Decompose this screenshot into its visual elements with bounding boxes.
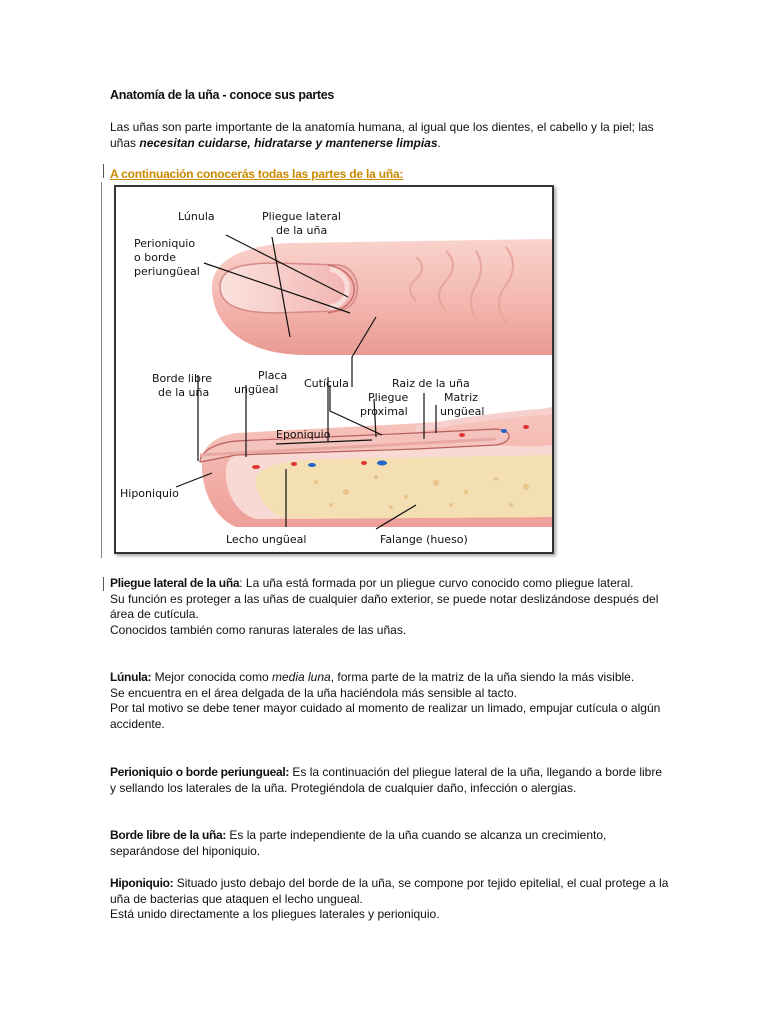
term-borde-libre: Borde libre de la uña: [110,828,227,842]
intro-emphasis: necesitan cuidarse, hidratarse y mantenerse limpias [139,136,438,150]
text-pliegue-lateral-3: Conocidos también como ranuras laterales de las uñas. [110,622,407,637]
nail-diagram-svg [116,187,552,552]
label-perioniquio-3: periungüeal [134,265,200,278]
label-matriz-2: ungüeal [440,405,485,418]
finger-cross-section [200,407,552,527]
section-perioniquio [110,765,670,796]
section-borde-libre [110,828,670,859]
label-lecho: Lecho ungüeal [226,533,307,546]
label-borde-libre-2: de la uña [158,386,210,399]
page-title: Anatomía de la uña - conoce sus partes [110,88,335,102]
text-perioniquio: Es la continuación del pliegue lateral de la uña, llegando a borde libre y sellando los laterales de la uña. Protegiéndola de cualquier daño, infección o alergias. [110,765,663,795]
text-lunula-3: Por tal motivo se debe tener mayor cuidado al momento de realizar un limado, empujar cutícula o algún accidente. [110,701,661,731]
label-pliegue-proximal-1: Pliegue [368,391,409,404]
text-hiponiquio-2: Está unido directamente a los pliegues laterales y perioniquio. [110,907,440,922]
label-placa-1: Placa [258,369,288,382]
term-hiponiquio: Hiponiquio: [110,876,174,890]
label-lunula: Lúnula [178,210,215,223]
term-lunula: Lúnula: [110,670,152,684]
label-pliegue-proximal-2: proximal [360,405,408,418]
section-lunula: Lúnula: Mejor conocida como media luna, forma parte de la matriz de la uña siendo la más visible. Se encuentra en el área delgada de la uña haciéndola más sensible al tacto. Por tal motivo se debe tener mayor cuidado al momento de realizar un limado, empujar cutícula o algún accidente. [110,670,670,732]
label-borde-libre-1: Borde libre [152,372,212,385]
term-perioniquio: Perioniquio o borde periungueal: [110,765,290,779]
label-raiz: Raiz de la uña [392,377,470,390]
label-eponiquio: Eponiquio [276,428,331,441]
finger-top-view [212,239,552,355]
label-placa-2: ungüeal [234,383,279,396]
label-matriz-1: Matriz [444,391,478,404]
label-cuticula: Cutícula [304,377,349,390]
text-borde-libre: Es la parte independiente de la uña cuando se alcanza un crecimiento, separándose del hiponiquio. [110,828,607,858]
text-media-luna: media luna [271,670,331,684]
label-pliegue-lateral-1: Pliegue lateral [262,210,341,223]
section-pliegue-lateral: Pliegue lateral de la uña: La uña está formada por un pliegue curvo conocido como pliegue lateral. Su función es proteger a las uñas de cualquier daño exterior, se puede notar deslizándose después del área de cutícula. Conocidos también como ranuras laterales de las uñas. [110,576,670,638]
text-caret [103,164,104,178]
text-hiponiquio-1: Situado justo debajo del borde de la uña, se compone por tejido epitelial, el cual protege a la uña de bacterias que ataquen el lecho ungueal. [110,876,669,906]
label-hiponiquio: Hiponiquio [120,487,179,500]
label-perioniquio-2: o borde [134,251,177,264]
margin-bar [101,182,102,558]
intro-text: Las uñas son parte importante de la anatomía humana, al igual que los dientes, el cabello y la piel; las uñas [110,120,654,150]
text-pliegue-lateral-2: Su función es proteger a las uñas de cualquier daño exterior, se puede notar deslizándose después del área de cutícula. [110,591,659,622]
section-hiponiquio [110,876,670,923]
nail-anatomy-diagram [114,185,554,554]
section-subtitle: A continuación conocerás todas las partes de la uña: [110,167,404,181]
text-caret-2 [103,577,104,591]
term-pliegue-lateral: Pliegue lateral de la uña [110,576,240,590]
intro-paragraph [110,119,670,151]
intro-end: . [437,136,441,150]
text-lunula-2: Se encuentra en el área delgada de la uña haciéndola más sensible al tacto. [110,685,517,700]
text-pliegue-lateral-1: La uña está formada por un pliegue curvo conocido como pliegue lateral. [245,576,634,590]
label-pliegue-lateral-2: de la uña [276,224,328,237]
label-perioniquio-1: Perioniquio [134,237,196,250]
label-falange: Falange (hueso) [380,533,468,546]
